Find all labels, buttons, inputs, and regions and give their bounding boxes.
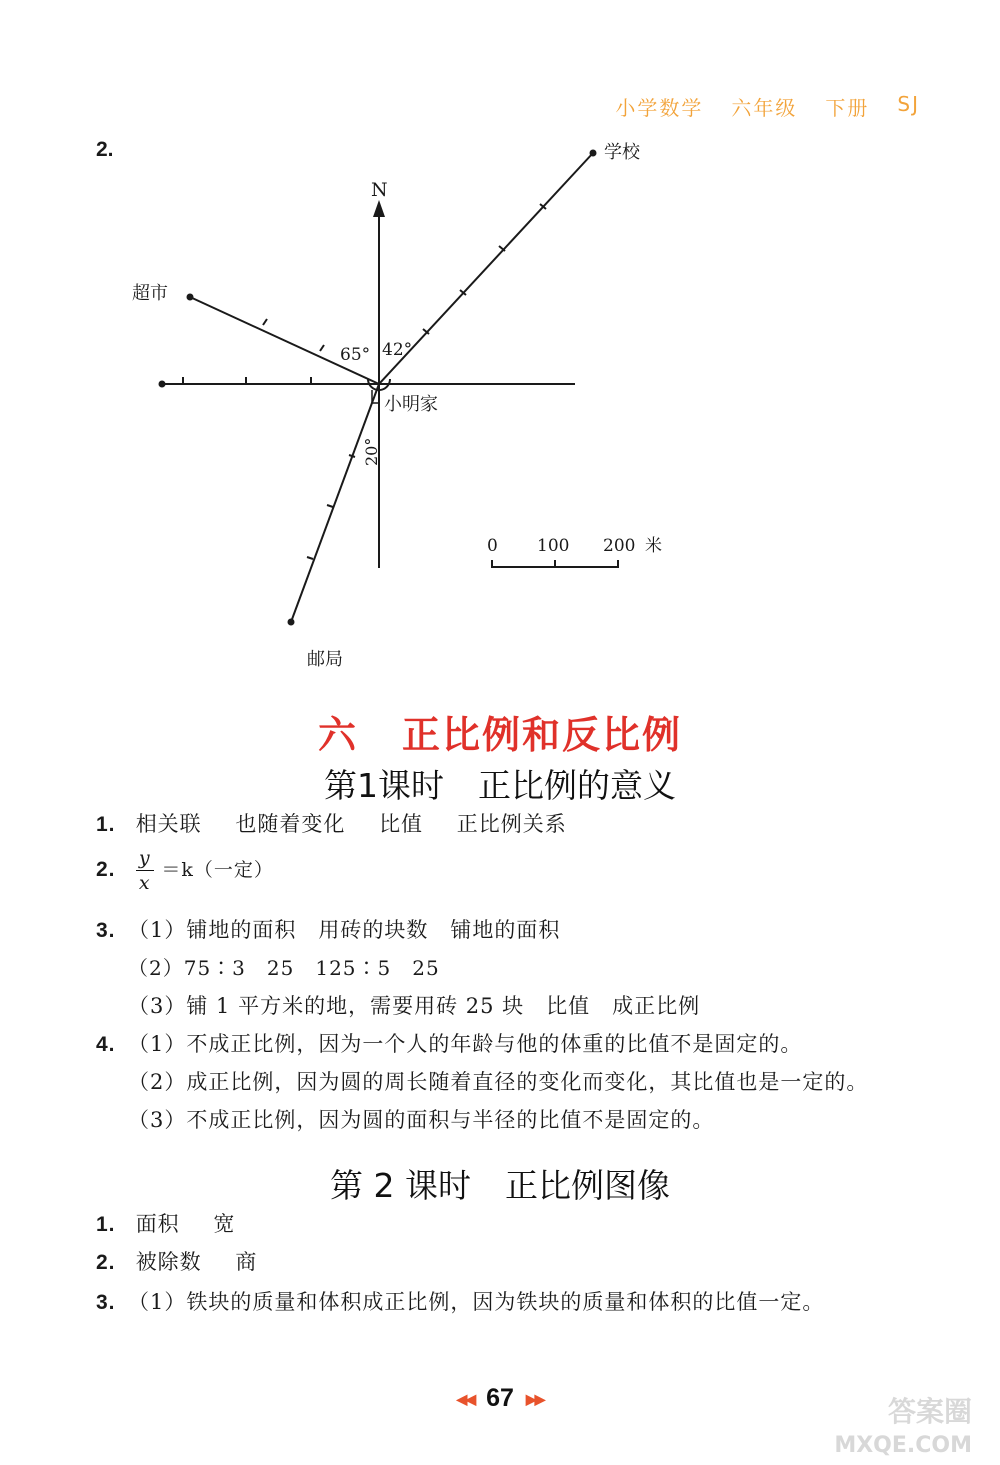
route-to-supermarket	[190, 297, 379, 384]
q4-line: （3）不成正比例，因为圆的面积与半径的比值不是固定的。	[128, 1108, 715, 1132]
scale-bar	[487, 536, 662, 567]
lesson2-q1: 1. 面积 宽	[96, 1212, 236, 1236]
map-question-number: 2.	[96, 138, 114, 161]
q1-answer: 相关联	[135, 812, 202, 836]
scale-label-100: 100	[537, 536, 570, 556]
lesson2-q3: 3. （1）铁块的质量和体积成正比例，因为铁块的质量和体积的比值一定。	[96, 1290, 825, 1314]
angle-supermarket-label: 65°	[340, 345, 371, 365]
chapter-number: 六	[317, 713, 358, 757]
q1-answer: 也随着变化	[235, 812, 346, 836]
q1-answer: 正比例关系	[456, 812, 567, 836]
route-to-post-office	[291, 384, 379, 622]
formula-rest: ＝k（一定）	[161, 859, 274, 881]
lesson1-label: 第1课时	[324, 766, 444, 805]
q1-answer: 比值	[379, 812, 424, 836]
angle-school-label: 42°	[382, 340, 413, 360]
lesson2-label: 第 2 课时	[330, 1166, 471, 1205]
q4-line: （1）不成正比例，因为一个人的年龄与他的体重的比值不是固定的。	[128, 1032, 803, 1056]
ratio-fraction: $\frac{y}{x}$	[136, 848, 154, 893]
lesson2-title	[0, 1160, 1000, 1207]
q3-line: （2）75∶3 25 125∶5 25	[128, 956, 440, 980]
scale-label-200: 200	[603, 536, 636, 556]
scale-label-0: 0	[487, 536, 498, 556]
lesson2-name: 正比例图像	[504, 1166, 670, 1205]
q4-line: （2）成正比例，因为圆的周长随着直径的变化而变化，其比值也是一定的。	[128, 1070, 869, 1094]
page-number: 67	[486, 1384, 514, 1412]
school-point	[590, 150, 597, 157]
direction-map	[0, 0, 1000, 690]
lesson1-q1: 1. 相关联 也随着变化 比值 正比例关系	[96, 808, 593, 838]
lesson1-q4: 4. （1）不成正比例，因为一个人的年龄与他的体重的比值不是固定的。	[96, 1032, 803, 1056]
post-office-label: 邮局	[307, 649, 343, 670]
header-volume: 下册	[825, 96, 870, 120]
lesson1-q2: 2. $\frac{y}{x} =k$（一定）	[96, 847, 274, 894]
supermarket-point	[187, 294, 194, 301]
q3-line: （1）铺地的面积 用砖的块数 铺地的面积	[128, 918, 561, 942]
lesson1-title	[0, 760, 1000, 807]
q3-line: （3）铺 1 平方米的地，需要用砖 25 块 比值 成正比例	[128, 994, 701, 1018]
north-arrowhead	[373, 200, 385, 217]
header-subject: 小学数学	[615, 96, 704, 120]
home-label: 小明家	[384, 394, 438, 415]
west-point	[159, 381, 166, 388]
lesson1-q3: 3. （1）铺地的面积 用砖的块数 铺地的面积	[96, 918, 561, 942]
next-arrow-icon: ▶▶	[525, 1390, 544, 1407]
distance-ticks	[183, 204, 546, 559]
north-label: N	[371, 179, 388, 201]
prev-arrow-icon: ◀◀	[456, 1390, 475, 1407]
post-office-point	[288, 619, 295, 626]
supermarket-label: 超市	[132, 283, 168, 304]
angle-post-label: 20°	[362, 437, 381, 466]
lesson1-name: 正比例的意义	[478, 766, 676, 805]
header-grade: 六年级	[731, 96, 798, 120]
school-label: 学校	[604, 142, 640, 163]
scale-unit: 米	[645, 536, 662, 556]
chapter-name: 正比例和反比例	[402, 713, 683, 757]
lesson2-q2: 2. 被除数 商	[96, 1250, 258, 1274]
header-edition: SJ	[897, 92, 920, 116]
watermark: 答案圈 MXQE.COM	[834, 1395, 972, 1458]
chapter-title	[0, 704, 1000, 759]
